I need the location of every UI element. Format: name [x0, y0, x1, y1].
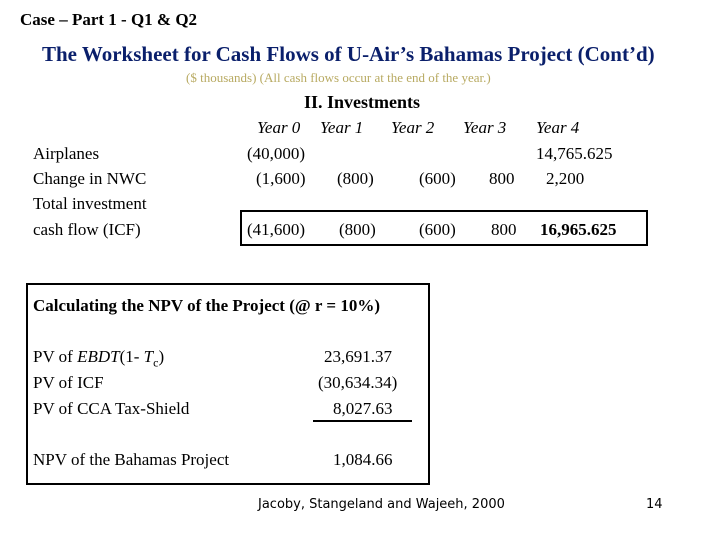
section-heading: II. Investments — [304, 92, 421, 112]
year-header: Year 0 — [257, 118, 301, 137]
page-number: 14 — [646, 497, 663, 512]
footer-authors: Jacoby, Stangeland and Wajeeh, 2000 — [258, 497, 505, 512]
cell-icf-y1: (800) — [339, 220, 376, 239]
case-label: Case – Part 1 - Q1 & Q2 — [20, 10, 198, 29]
row-label-total-investment: Total investment — [33, 194, 147, 213]
npv-item-pv-ebdt-value: 23,691.37 — [324, 347, 392, 366]
row-label-icf: cash flow (ICF) — [33, 220, 141, 239]
npv-result-value: 1,084.66 — [333, 450, 393, 469]
cell-nwc-y1: (800) — [337, 169, 374, 188]
npv-item-pv-icf-label: PV of ICF — [33, 373, 104, 392]
cell-nwc-y4: 2,200 — [546, 169, 585, 188]
cell-icf-y3: 800 — [491, 220, 517, 239]
npv-item-pv-icf-value: (30,634.34) — [318, 373, 398, 392]
cell-icf-y4: 16,965.625 — [540, 220, 617, 239]
npv-heading: Calculating the NPV of the Project (@ r = 10%) — [33, 296, 381, 315]
year-header: Year 3 — [463, 118, 507, 137]
year-header: Year 2 — [391, 118, 435, 137]
cell-nwc-y2: (600) — [419, 169, 456, 188]
cell-airplanes-y4: 14,765.625 — [536, 144, 613, 163]
year-header: Year 4 — [536, 118, 580, 137]
row-label-nwc: Change in NWC — [33, 169, 147, 188]
year-header: Year 1 — [320, 118, 364, 137]
sum-underline — [313, 420, 412, 422]
npv-result-label: NPV of the Bahamas Project — [33, 450, 230, 469]
cell-nwc-y0: (1,600) — [256, 169, 306, 188]
row-label-airplanes: Airplanes — [33, 144, 100, 163]
cell-airplanes-y0: (40,000) — [247, 144, 306, 163]
slide-subtitle: ($ thousands) (All cash flows occur at the end of the year.) — [186, 70, 491, 85]
cell-icf-y0: (41,600) — [247, 220, 306, 239]
npv-item-pv-cca-value: 8,027.63 — [333, 399, 393, 418]
cell-nwc-y3: 800 — [489, 169, 515, 188]
npv-item-pv-cca-label: PV of CCA Tax-Shield — [33, 399, 190, 418]
slide-title: The Worksheet for Cash Flows of U-Air’s Bahamas Project (Cont’d) — [42, 42, 655, 66]
cell-icf-y2: (600) — [419, 220, 456, 239]
npv-item-pv-ebdt-label: PV of EBDT(1- $T_c$) — [33, 347, 165, 370]
